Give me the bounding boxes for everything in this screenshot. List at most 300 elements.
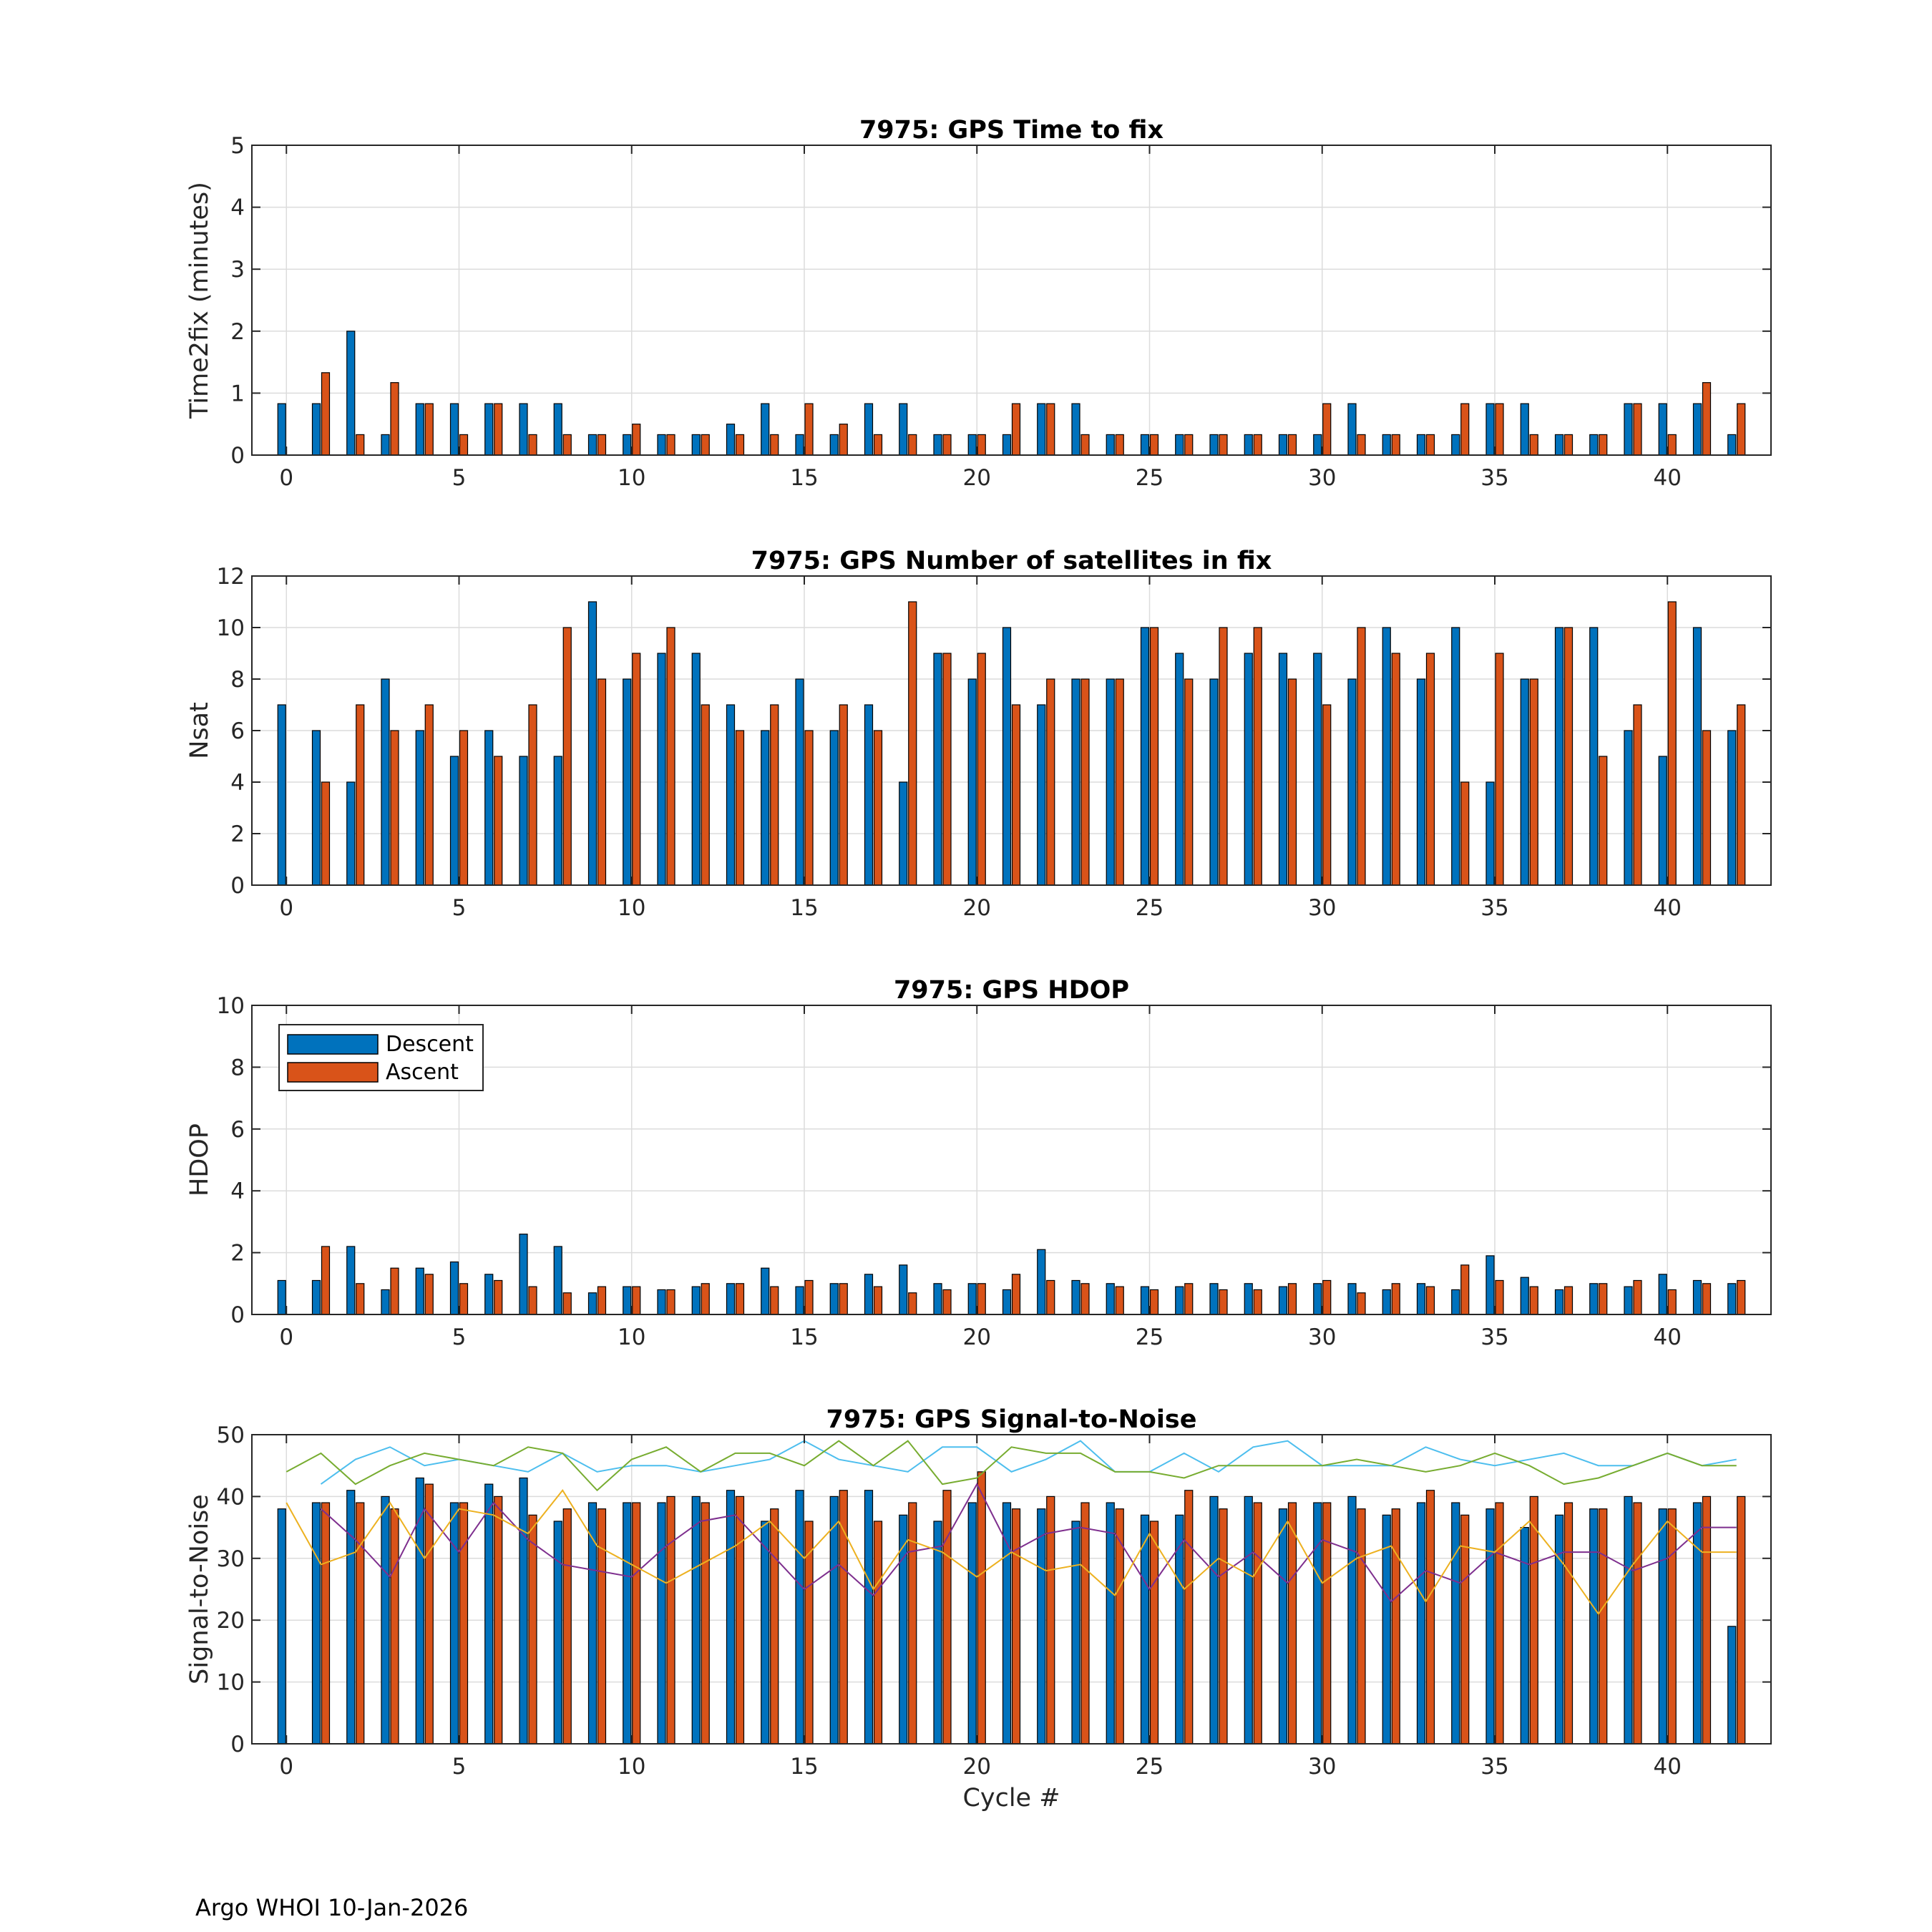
x-axis-label: Cycle #	[962, 1784, 1060, 1813]
y-tick-label: 4	[230, 1179, 245, 1205]
descent-bar	[313, 404, 321, 455]
ascent-bar	[1013, 1509, 1020, 1744]
x-tick-label: 25	[1135, 1754, 1164, 1780]
ascent-bar	[667, 434, 675, 455]
legend-label-ascent: Ascent	[386, 1060, 459, 1085]
descent-bar	[658, 434, 665, 455]
descent-bar	[1141, 628, 1149, 885]
ascent-bar	[1323, 404, 1331, 455]
ascent-bar	[805, 404, 813, 455]
descent-bar	[1210, 1496, 1218, 1744]
ascent-bar	[425, 1274, 433, 1314]
y-axis-label: Nsat	[185, 702, 214, 759]
descent-bar	[761, 1268, 769, 1314]
ascent-bar	[563, 628, 571, 885]
ascent-bar	[356, 1284, 364, 1314]
descent-bar	[1521, 404, 1528, 455]
ascent-bar	[529, 1287, 537, 1314]
ascent-bar	[598, 1509, 606, 1744]
descent-bar	[381, 434, 389, 455]
ascent-bar	[1357, 1509, 1365, 1744]
descent-bar	[934, 1521, 942, 1744]
descent-bar	[1244, 1496, 1252, 1744]
y-tick-label: 4	[230, 195, 245, 221]
ascent-bar	[1323, 1503, 1331, 1744]
footer-credit: Argo WHOI 10-Jan-2026	[195, 1894, 469, 1921]
ascent-bar	[529, 705, 537, 885]
ascent-bar	[1565, 1287, 1573, 1314]
y-axis-label: Signal-to-Noise	[185, 1494, 214, 1684]
descent-bar	[1348, 404, 1356, 455]
legend-swatch-ascent	[288, 1063, 378, 1082]
descent-bar	[1106, 1503, 1114, 1744]
x-tick-label: 0	[279, 1754, 294, 1780]
descent-bar	[1521, 1277, 1528, 1314]
ascent-bar	[633, 424, 640, 455]
y-tick-label: 0	[230, 1732, 245, 1757]
x-tick-label: 10	[618, 895, 646, 921]
ascent-bar	[1219, 628, 1227, 885]
descent-bar	[1694, 628, 1702, 885]
ascent-bar	[633, 1287, 640, 1314]
ascent-bar	[494, 1280, 502, 1314]
descent-bar	[830, 1284, 838, 1314]
descent-bar	[1486, 1509, 1494, 1744]
ascent-bar	[909, 434, 917, 455]
descent-bar	[313, 1280, 321, 1314]
ascent-bar	[494, 756, 502, 885]
descent-bar	[1244, 1284, 1252, 1314]
descent-bar	[1314, 653, 1322, 885]
ascent-bar	[1047, 1280, 1055, 1314]
x-tick-label: 35	[1480, 465, 1509, 491]
ascent-bar	[1254, 1503, 1262, 1744]
descent-bar	[1418, 679, 1425, 885]
ascent-bar	[874, 1521, 882, 1744]
descent-bar	[934, 653, 942, 885]
ascent-bar	[529, 1515, 537, 1744]
descent-bar	[830, 731, 838, 885]
ascent-bar	[1427, 434, 1435, 455]
descent-bar	[278, 404, 286, 455]
ascent-bar	[736, 1496, 744, 1744]
ascent-bar	[529, 434, 537, 455]
descent-bar	[347, 331, 355, 455]
ascent-bar	[977, 434, 985, 455]
ascent-bar	[1599, 1284, 1607, 1314]
descent-bar	[1141, 1515, 1149, 1744]
x-tick-label: 10	[618, 1754, 646, 1780]
ascent-bar	[391, 731, 399, 885]
descent-bar	[830, 434, 838, 455]
ascent-bar	[1219, 434, 1227, 455]
ascent-bar	[909, 602, 917, 885]
ascent-bar	[977, 1284, 985, 1314]
descent-bar	[1590, 1284, 1598, 1314]
ascent-bar	[1151, 434, 1158, 455]
ascent-bar	[1634, 1503, 1641, 1744]
ascent-bar	[1047, 679, 1055, 885]
descent-bar	[1141, 1287, 1149, 1314]
legend-label-descent: Descent	[386, 1032, 474, 1057]
descent-bar	[278, 705, 286, 885]
descent-bar	[1106, 434, 1114, 455]
ascent-bar	[943, 1491, 951, 1744]
ascent-bar	[494, 1496, 502, 1744]
descent-bar	[485, 1484, 493, 1744]
snr-line-4	[286, 1491, 1737, 1614]
descent-bar	[1624, 1287, 1632, 1314]
descent-bar	[1003, 628, 1011, 885]
descent-bar	[1556, 1289, 1563, 1314]
descent-bar	[519, 1234, 527, 1314]
descent-bar	[313, 1503, 321, 1744]
descent-bar	[1210, 679, 1218, 885]
y-tick-label: 10	[216, 993, 245, 1019]
ascent-bar	[667, 628, 675, 885]
descent-bar	[519, 404, 527, 455]
ascent-bar	[771, 1287, 779, 1314]
y-tick-label: 12	[216, 564, 245, 590]
descent-bar	[519, 1478, 527, 1744]
descent-bar	[347, 782, 355, 885]
ascent-bar	[839, 1491, 847, 1744]
y-tick-label: 0	[230, 443, 245, 469]
descent-bar	[1072, 404, 1080, 455]
ascent-bar	[1461, 782, 1469, 885]
descent-bar	[1314, 434, 1322, 455]
descent-bar	[727, 1491, 735, 1744]
nsat-panel	[185, 547, 1771, 921]
descent-bar	[968, 434, 976, 455]
descent-bar	[416, 1268, 424, 1314]
descent-bar	[1210, 1284, 1218, 1314]
ascent-bar	[1323, 705, 1331, 885]
descent-bar	[796, 1491, 804, 1744]
y-tick-label: 3	[230, 257, 245, 283]
ascent-bar	[598, 434, 606, 455]
ascent-bar	[701, 1284, 709, 1314]
ascent-bar	[701, 1503, 709, 1744]
descent-bar	[1141, 434, 1149, 455]
descent-bar	[623, 434, 631, 455]
x-tick-label: 15	[790, 465, 819, 491]
ascent-bar	[460, 731, 468, 885]
ascent-bar	[1668, 434, 1676, 455]
y-tick-label: 30	[216, 1546, 245, 1572]
ascent-bar	[1427, 653, 1435, 885]
ascent-bar	[391, 1509, 399, 1744]
ascent-bar	[1427, 1491, 1435, 1744]
descent-bar	[1382, 628, 1390, 885]
descent-bar	[658, 653, 665, 885]
ascent-bar	[1289, 679, 1297, 885]
ascent-bar	[1668, 1509, 1676, 1744]
ascent-bar	[1530, 679, 1538, 885]
descent-bar	[1348, 1284, 1356, 1314]
ascent-bar	[771, 1509, 779, 1744]
descent-bar	[313, 731, 321, 885]
ascent-bar	[1289, 434, 1297, 455]
ascent-bar	[1289, 1503, 1297, 1744]
ascent-bar	[1185, 1284, 1193, 1314]
descent-bar	[934, 434, 942, 455]
ascent-bar	[1530, 1496, 1538, 1744]
axes-box	[252, 145, 1771, 455]
descent-bar	[1072, 679, 1080, 885]
x-tick-label: 25	[1135, 1324, 1164, 1350]
descent-bar	[1728, 434, 1736, 455]
descent-bar	[1486, 1256, 1494, 1314]
descent-bar	[1314, 1284, 1322, 1314]
descent-bar	[1659, 756, 1667, 885]
y-tick-label: 1	[230, 381, 245, 407]
descent-bar	[968, 1284, 976, 1314]
descent-bar	[278, 1280, 286, 1314]
ascent-bar	[1013, 705, 1020, 885]
descent-bar	[1452, 628, 1460, 885]
ascent-bar	[1116, 679, 1123, 885]
descent-bar	[1556, 628, 1563, 885]
ascent-bar	[667, 1289, 675, 1314]
ascent-bar	[1634, 404, 1641, 455]
ascent-bar	[1116, 1287, 1123, 1314]
y-tick-label: 10	[216, 615, 245, 641]
descent-bar	[1244, 434, 1252, 455]
descent-bar	[485, 731, 493, 885]
ascent-bar	[322, 782, 330, 885]
ascent-bar	[771, 705, 779, 885]
ascent-bar	[563, 1509, 571, 1744]
ascent-bar	[943, 653, 951, 885]
ascent-bar	[1116, 1509, 1123, 1744]
descent-bar	[1521, 1528, 1528, 1744]
ascent-bar	[977, 653, 985, 885]
descent-bar	[1659, 404, 1667, 455]
y-tick-label: 6	[230, 1116, 245, 1143]
descent-bar	[519, 756, 527, 885]
ascent-bar	[874, 434, 882, 455]
ascent-bar	[494, 404, 502, 455]
ascent-bar	[1565, 434, 1573, 455]
x-tick-label: 5	[452, 895, 467, 921]
ascent-bar	[1634, 705, 1641, 885]
ascent-bar	[322, 373, 330, 455]
descent-bar	[416, 731, 424, 885]
descent-bar	[761, 404, 769, 455]
descent-bar	[416, 404, 424, 455]
descent-bar	[1521, 679, 1528, 885]
ascent-bar	[1081, 1503, 1089, 1744]
descent-bar	[727, 705, 735, 885]
chart-title: 7975: GPS Time to fix	[859, 116, 1164, 145]
ascent-bar	[1565, 628, 1573, 885]
ascent-bar	[425, 404, 433, 455]
y-tick-label: 0	[230, 1302, 245, 1328]
ascent-bar	[1737, 705, 1745, 885]
descent-bar	[865, 404, 873, 455]
ascent-bar	[460, 1284, 468, 1314]
ascent-bar	[1461, 1515, 1469, 1744]
descent-bar	[761, 731, 769, 885]
descent-bar	[1624, 731, 1632, 885]
legend	[279, 1025, 483, 1091]
y-tick-label: 4	[230, 770, 245, 796]
ascent-bar	[1151, 628, 1158, 885]
ascent-bar	[1496, 404, 1503, 455]
ascent-bar	[425, 1484, 433, 1744]
x-tick-label: 35	[1480, 1754, 1509, 1780]
ascent-bar	[736, 434, 744, 455]
x-tick-label: 20	[962, 895, 991, 921]
ascent-bar	[1185, 1491, 1193, 1744]
descent-bar	[485, 404, 493, 455]
ascent-bar	[633, 653, 640, 885]
descent-bar	[1659, 1509, 1667, 1744]
ascent-bar	[563, 434, 571, 455]
ascent-bar	[771, 434, 779, 455]
x-tick-label: 25	[1135, 895, 1164, 921]
descent-bar	[1176, 653, 1184, 885]
x-tick-label: 5	[452, 1324, 467, 1350]
descent-bar	[451, 1262, 459, 1314]
ascent-bar	[1116, 434, 1123, 455]
descent-bar	[347, 1246, 355, 1314]
ascent-bar	[322, 1246, 330, 1314]
descent-bar	[692, 434, 700, 455]
ascent-bar	[1496, 1503, 1503, 1744]
descent-bar	[1659, 1274, 1667, 1314]
ascent-bar	[1151, 1521, 1158, 1744]
ascent-bar	[1081, 679, 1089, 885]
ascent-bar	[1634, 1280, 1641, 1314]
ascent-bar	[1185, 679, 1193, 885]
ascent-bar	[1081, 1284, 1089, 1314]
descent-bar	[899, 782, 907, 885]
y-tick-label: 10	[216, 1669, 245, 1696]
ascent-bar	[1461, 404, 1469, 455]
hdop-panel	[185, 976, 1771, 1350]
ascent-bar	[1151, 1289, 1158, 1314]
ascent-bar	[563, 1293, 571, 1314]
descent-bar	[968, 679, 976, 885]
descent-bar	[1038, 1249, 1045, 1314]
chart-title: 7975: GPS Number of satellites in fix	[751, 547, 1272, 575]
descent-bar	[1728, 1284, 1736, 1314]
descent-bar	[1556, 434, 1563, 455]
ascent-bar	[977, 1472, 985, 1744]
ascent-bar	[1219, 1509, 1227, 1744]
legend-swatch-descent	[288, 1035, 378, 1054]
ascent-bar	[1496, 653, 1503, 885]
descent-bar	[1694, 1503, 1702, 1744]
x-tick-label: 15	[790, 1754, 819, 1780]
ascent-bar	[805, 731, 813, 885]
descent-bar	[451, 404, 459, 455]
descent-bar	[899, 404, 907, 455]
ascent-bar	[943, 434, 951, 455]
descent-bar	[1348, 1496, 1356, 1744]
ascent-bar	[1530, 434, 1538, 455]
ascent-bar	[1013, 404, 1020, 455]
ascent-bar	[1254, 434, 1262, 455]
ascent-bar	[1392, 653, 1400, 885]
ascent-bar	[1254, 1289, 1262, 1314]
descent-bar	[1038, 404, 1045, 455]
ascent-bar	[667, 1496, 675, 1744]
descent-bar	[485, 1274, 493, 1314]
descent-bar	[1486, 404, 1494, 455]
descent-bar	[658, 1503, 665, 1744]
y-axis-label: Time2fix (minutes)	[185, 182, 214, 419]
descent-bar	[554, 404, 562, 455]
descent-bar	[1382, 434, 1390, 455]
ascent-bar	[598, 1287, 606, 1314]
descent-bar	[865, 1274, 873, 1314]
x-tick-label: 15	[790, 1324, 819, 1350]
descent-bar	[1176, 434, 1184, 455]
descent-bar	[1452, 1503, 1460, 1744]
x-tick-label: 0	[279, 1324, 294, 1350]
descent-bar	[658, 1289, 665, 1314]
descent-bar	[1176, 1287, 1184, 1314]
x-tick-label: 0	[279, 465, 294, 491]
ascent-bar	[874, 731, 882, 885]
descent-bar	[451, 1503, 459, 1744]
ascent-bar	[391, 383, 399, 455]
x-tick-label: 30	[1308, 895, 1337, 921]
y-tick-label: 2	[230, 1240, 245, 1267]
x-tick-label: 40	[1653, 1754, 1682, 1780]
descent-bar	[1279, 1509, 1287, 1744]
y-tick-label: 5	[230, 133, 245, 159]
ascent-bar	[322, 1503, 330, 1744]
ascent-bar	[1737, 404, 1745, 455]
ascent-bar	[736, 1284, 744, 1314]
descent-bar	[1418, 1284, 1425, 1314]
descent-bar	[727, 1284, 735, 1314]
descent-bar	[1452, 434, 1460, 455]
time-to-fix-panel	[185, 116, 1771, 491]
descent-bar	[1728, 1626, 1736, 1744]
descent-bar	[692, 653, 700, 885]
ascent-bar	[1703, 1284, 1711, 1314]
x-tick-label: 30	[1308, 1324, 1337, 1350]
ascent-bar	[1219, 1289, 1227, 1314]
ascent-bar	[1461, 1265, 1469, 1314]
descent-bar	[1556, 1515, 1563, 1744]
descent-bar	[1418, 434, 1425, 455]
descent-bar	[623, 679, 631, 885]
descent-bar	[589, 1293, 597, 1314]
ascent-bar	[1668, 602, 1676, 885]
ascent-bar	[1392, 434, 1400, 455]
descent-bar	[1486, 782, 1494, 885]
x-tick-label: 40	[1653, 465, 1682, 491]
ascent-bar	[839, 705, 847, 885]
descent-bar	[865, 705, 873, 885]
ascent-bar	[1668, 1289, 1676, 1314]
descent-bar	[589, 602, 597, 885]
descent-bar	[1624, 1496, 1632, 1744]
ascent-bar	[1289, 1284, 1297, 1314]
x-tick-label: 25	[1135, 465, 1164, 491]
ascent-bar	[1185, 434, 1193, 455]
x-tick-label: 40	[1653, 1324, 1682, 1350]
ascent-bar	[1392, 1284, 1400, 1314]
ascent-bar	[1392, 1509, 1400, 1744]
snr-line-2	[286, 1441, 1737, 1491]
